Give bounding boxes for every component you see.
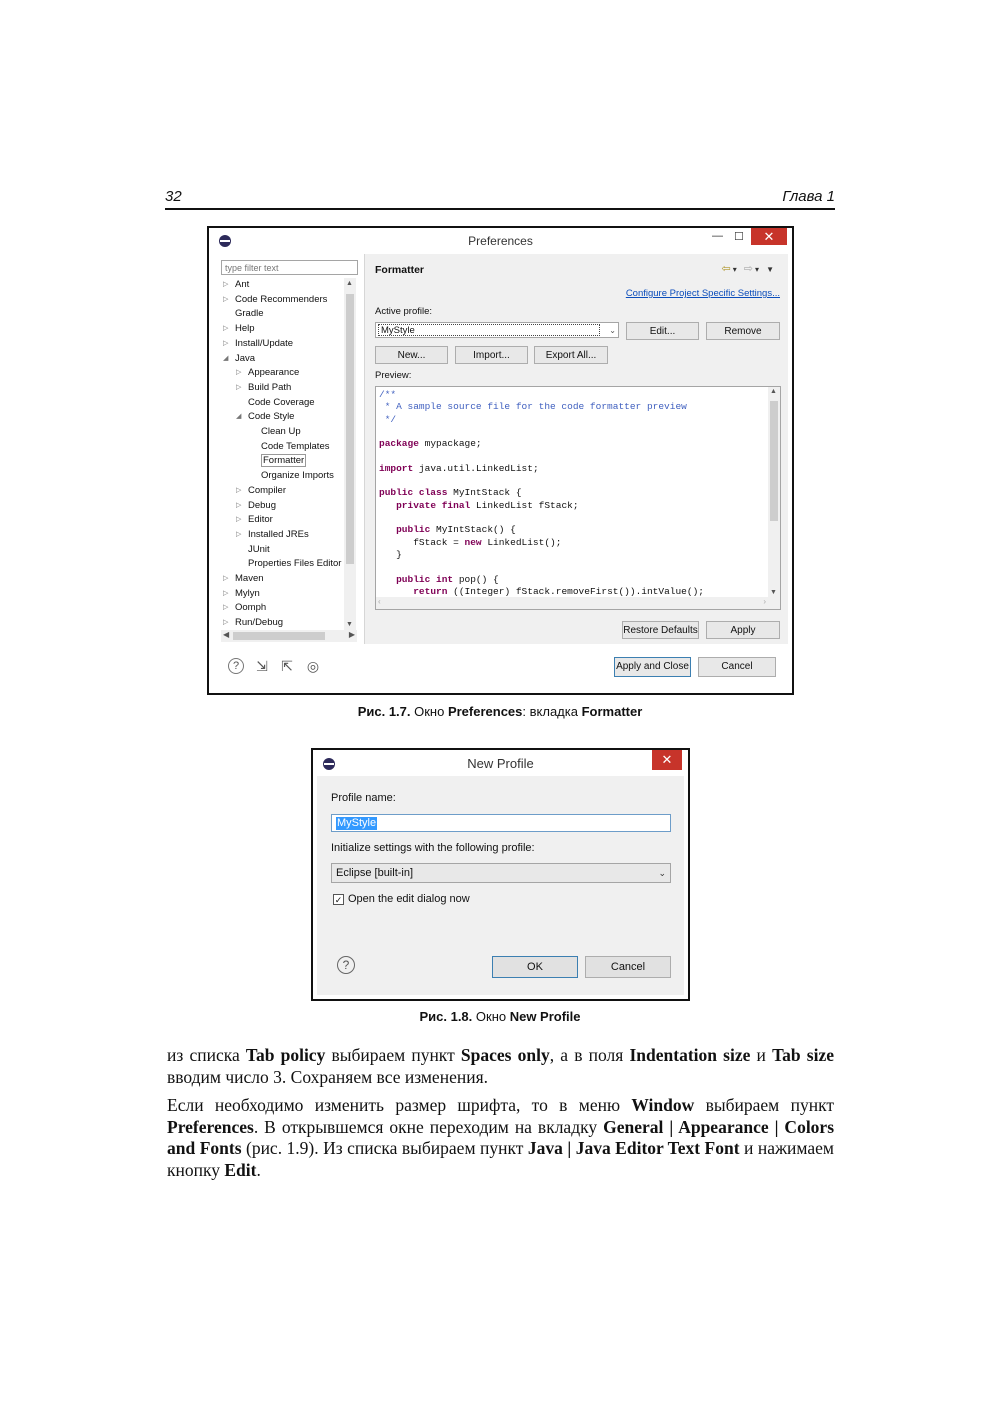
close-icon[interactable]: ✕ xyxy=(751,228,787,245)
cancel-button[interactable]: Cancel xyxy=(585,956,671,978)
preferences-window xyxy=(207,226,794,695)
collapsed-arrow-icon[interactable]: ▷ xyxy=(236,486,242,494)
tree-item[interactable] xyxy=(234,366,299,380)
apply-and-close-button[interactable]: Apply and Close xyxy=(614,657,691,677)
formatter-pane xyxy=(365,254,788,644)
scroll-left-icon[interactable]: ◀ xyxy=(223,630,230,639)
tree-item-label: Installed JREs xyxy=(248,528,309,540)
open-edit-dialog-checkbox[interactable]: ✓ xyxy=(334,895,343,905)
code-line: * A sample source file for the code formatter preview xyxy=(379,401,687,413)
remove-button[interactable]: Remove xyxy=(706,322,780,340)
maximize-icon[interactable]: ☐ xyxy=(734,231,744,243)
tree-item[interactable] xyxy=(234,396,315,410)
init-settings-label: Initialize settings with the following profile: xyxy=(331,842,535,854)
dialog-body xyxy=(317,776,684,995)
text-run: вводим число 3. Сохраняем все изменения. xyxy=(167,1066,488,1087)
tree-item[interactable] xyxy=(234,513,273,527)
tree-item[interactable] xyxy=(234,543,270,557)
minimize-icon[interactable]: — xyxy=(712,230,723,242)
tree-item[interactable] xyxy=(221,572,264,586)
scroll-down-icon[interactable]: ▼ xyxy=(770,589,777,596)
chevron-down-icon: ⌄ xyxy=(658,868,666,878)
tree-item[interactable] xyxy=(234,557,341,571)
tree-item-label: Debug xyxy=(248,499,276,511)
collapsed-arrow-icon[interactable]: ▷ xyxy=(223,604,229,612)
collapsed-arrow-icon[interactable]: ▷ xyxy=(236,501,242,509)
body-paragraph-2 xyxy=(167,1095,834,1181)
active-profile-value: MyStyle xyxy=(378,324,600,336)
tree-item-label: Ant xyxy=(235,279,250,290)
tree-item-label: Editor xyxy=(248,514,273,526)
scroll-thumb[interactable] xyxy=(233,632,325,640)
keyword: package xyxy=(379,438,419,450)
collapsed-arrow-icon[interactable]: ▷ xyxy=(223,281,229,288)
bold-term: Spaces only xyxy=(460,1045,550,1065)
tree-item-label: Code Style xyxy=(248,411,295,423)
tree-item-label: Appearance xyxy=(248,367,300,379)
preview-horizontal-scrollbar[interactable] xyxy=(376,597,780,609)
code-line: /** xyxy=(379,389,397,400)
figure-number: Рис. 1.8. xyxy=(419,1009,473,1024)
tree-item[interactable] xyxy=(234,381,291,395)
tree-item-label: Help xyxy=(235,323,255,335)
export-all-button[interactable]: Export All... xyxy=(534,346,608,364)
tree-item[interactable] xyxy=(247,425,301,439)
new-profile-button[interactable]: New... xyxy=(375,346,448,364)
tree-item[interactable] xyxy=(221,601,266,615)
scroll-right-icon[interactable]: ▶ xyxy=(348,630,355,639)
code-line: */ xyxy=(379,413,397,425)
tree-item-label: Install/Update xyxy=(235,337,294,349)
tree-item[interactable] xyxy=(234,484,286,498)
code-line: package mypackage; xyxy=(379,438,482,450)
keyword: return xyxy=(413,585,448,597)
tree-item-label: Code Recommenders xyxy=(235,293,328,305)
text-run: (рис. 1.9). Из списка выбираем пункт xyxy=(241,1138,528,1158)
tree-item[interactable] xyxy=(221,322,255,336)
caption-bold: New Profile xyxy=(509,1009,581,1024)
tree-item[interactable] xyxy=(221,616,283,630)
page-number: 32 xyxy=(165,188,182,205)
export-preferences-icon[interactable]: ⇱ xyxy=(281,658,293,674)
keyword: new xyxy=(464,536,482,548)
configure-project-link[interactable]: Configure Project Specific Settings... xyxy=(625,288,780,299)
tree-item-label: Compiler xyxy=(248,484,287,496)
ok-button[interactable]: OK xyxy=(492,956,578,978)
tree-item-label: Code Coverage xyxy=(248,396,315,408)
keyword: public xyxy=(396,524,431,536)
restore-defaults-button[interactable]: Restore Defaults xyxy=(622,621,699,639)
collapsed-arrow-icon[interactable]: ▷ xyxy=(223,295,229,303)
scroll-thumb[interactable] xyxy=(346,294,354,564)
pane-title: Formatter xyxy=(375,264,425,276)
bold-term: General | Appearance | Colors and Fonts xyxy=(167,1116,835,1158)
tree-item[interactable] xyxy=(221,587,260,601)
apply-button[interactable]: Apply xyxy=(706,621,780,639)
titlebar xyxy=(209,228,792,254)
scroll-up-icon[interactable]: ▲ xyxy=(346,280,353,287)
collapsed-arrow-icon[interactable]: ▷ xyxy=(236,369,242,377)
tree-item-label: Organize Imports xyxy=(261,470,334,482)
collapsed-arrow-icon[interactable]: ▷ xyxy=(223,575,229,582)
tree-item-label: Code Templates xyxy=(261,440,330,452)
profile-name-value: MyStyle xyxy=(337,817,377,829)
cancel-button[interactable]: Cancel xyxy=(698,657,776,677)
scroll-right-icon[interactable]: › xyxy=(763,597,766,606)
dialog-bottom-bar xyxy=(209,644,792,691)
code-line: import java.util.LinkedList; xyxy=(379,462,539,474)
scroll-left-icon[interactable]: ‹ xyxy=(378,597,381,606)
caption-text: : вкладка xyxy=(522,704,582,719)
edit-button[interactable]: Edit... xyxy=(626,322,699,340)
help-icon[interactable]: ? xyxy=(228,658,244,674)
code-line: private final LinkedList fStack; xyxy=(396,499,579,511)
new-profile-window xyxy=(311,748,690,1001)
tree-item-label: Formatter xyxy=(263,455,305,467)
tree-item[interactable] xyxy=(221,352,255,366)
bold-term: Tab policy xyxy=(245,1045,326,1065)
caption-text: Окно xyxy=(472,1009,510,1024)
text-run: Если необходимо изменить размер шрифта, то в меню xyxy=(167,1095,632,1115)
bold-term: Preferences xyxy=(167,1116,254,1137)
back-menu-icon[interactable]: ▾ xyxy=(732,265,739,274)
text-run: выбираем пункт xyxy=(325,1045,461,1065)
tree-item[interactable] xyxy=(234,410,294,424)
code-line: } xyxy=(379,548,402,560)
figure-caption-1-8 xyxy=(0,1009,1000,1024)
keyword: private final xyxy=(396,499,471,511)
tree-item-label: Oomph xyxy=(235,602,267,614)
text-run: . В открывшемся окне переходим на вкладку xyxy=(253,1116,604,1137)
chapter-title: Глава 1 xyxy=(782,188,835,205)
tree-item[interactable] xyxy=(221,278,249,292)
code-line: fStack = new LinkedList(); xyxy=(379,536,562,548)
code-preview xyxy=(375,386,781,610)
keyword: import xyxy=(379,462,414,474)
import-preferences-icon[interactable]: ⇲ xyxy=(256,658,268,674)
tree-item[interactable] xyxy=(247,469,334,483)
caption-text: Окно xyxy=(410,704,448,719)
help-icon[interactable]: ? xyxy=(337,956,355,974)
close-icon[interactable]: ✕ xyxy=(652,750,682,770)
text-run: . xyxy=(256,1159,261,1180)
tree-item-label: Run/Debug xyxy=(235,617,284,629)
tree-item[interactable] xyxy=(247,440,329,454)
code-line: public class MyIntStack { xyxy=(379,487,522,499)
preview-vertical-scrollbar[interactable] xyxy=(768,387,780,597)
tree-item-label: Mylyn xyxy=(235,587,260,599)
text-run: выбираем пункт xyxy=(694,1095,834,1115)
filter-input[interactable]: type filter text xyxy=(221,260,358,275)
profile-name-input[interactable] xyxy=(331,814,671,832)
page-header xyxy=(165,186,835,210)
code-line: public MyIntStack() { xyxy=(396,524,516,536)
collapsed-arrow-icon[interactable]: ▷ xyxy=(223,325,229,333)
tree-item[interactable] xyxy=(221,337,293,351)
expanded-arrow-icon[interactable]: ◢ xyxy=(236,413,242,421)
tree-item-label: Java xyxy=(235,352,256,364)
collapsed-arrow-icon[interactable]: ▷ xyxy=(223,339,229,347)
keyword: public class xyxy=(379,487,448,499)
caption-bold: Preferences xyxy=(447,704,523,719)
tree-item[interactable] xyxy=(221,307,264,321)
profile-name-label: Profile name: xyxy=(331,792,396,804)
text-run: , а в поля xyxy=(549,1045,630,1065)
tree-item-label: Gradle xyxy=(235,308,264,320)
bold-term: Java | Java Editor Text Font xyxy=(527,1138,740,1158)
tree-item-label: Clean Up xyxy=(261,426,301,437)
caption-bold: Formatter xyxy=(581,704,643,719)
collapsed-arrow-icon[interactable]: ▷ xyxy=(236,516,242,524)
tree-item-label: Properties Files Editor xyxy=(248,558,342,570)
open-edit-dialog-label: Open the edit dialog now xyxy=(348,893,470,905)
scroll-down-icon[interactable]: ▼ xyxy=(346,621,353,628)
tree-item-label: JUnit xyxy=(248,543,270,555)
collapsed-arrow-icon[interactable]: ▷ xyxy=(236,530,242,538)
code-line: public int pop() { xyxy=(396,573,499,585)
window-title: New Profile xyxy=(467,756,534,771)
tree-vertical-scrollbar[interactable] xyxy=(344,278,356,630)
bold-term: Indentation size xyxy=(629,1045,751,1065)
tree-item-label: Build Path xyxy=(248,381,292,393)
code-line: return ((Integer) fStack.removeFirst()).intValue(); xyxy=(413,585,704,597)
text-run: и нажимаем кнопку xyxy=(167,1138,834,1180)
text-run: из списка xyxy=(167,1045,246,1065)
scroll-up-icon[interactable]: ▲ xyxy=(770,388,777,395)
chevron-down-icon: ⌄ xyxy=(609,326,616,335)
bold-term: Edit xyxy=(224,1159,257,1180)
window-title: Preferences xyxy=(468,234,533,248)
titlebar xyxy=(313,750,688,776)
preferences-tree xyxy=(221,278,357,630)
bold-term: Tab size xyxy=(772,1045,834,1065)
text-run: и xyxy=(750,1045,773,1065)
scroll-thumb[interactable] xyxy=(770,401,778,521)
figure-number: Рис. 1.7. xyxy=(357,704,411,719)
collapsed-arrow-icon[interactable]: ▷ xyxy=(236,383,242,391)
navigation-icons xyxy=(721,262,776,275)
forward-icon[interactable]: ⇨ xyxy=(743,263,755,275)
view-menu-icon[interactable]: ▼ xyxy=(766,265,776,274)
active-profile-select[interactable] xyxy=(375,322,619,338)
tree-item[interactable] xyxy=(234,528,309,542)
init-profile-select[interactable] xyxy=(331,863,671,883)
preview-label: Preview: xyxy=(375,370,412,381)
keyword: public int xyxy=(396,573,454,585)
collapsed-arrow-icon[interactable]: ▷ xyxy=(223,619,229,627)
collapsed-arrow-icon[interactable]: ▷ xyxy=(223,589,229,597)
back-icon[interactable]: ⇦ xyxy=(721,263,733,275)
init-profile-value: Eclipse [built-in] xyxy=(336,867,414,879)
tree-item[interactable] xyxy=(247,454,306,468)
figure-caption-1-7 xyxy=(0,704,1000,719)
bold-term: Window xyxy=(631,1095,695,1115)
tree-horizontal-scrollbar[interactable] xyxy=(221,630,357,642)
oomph-record-icon[interactable]: ◎ xyxy=(306,658,320,674)
import-button[interactable]: Import... xyxy=(455,346,528,364)
body-paragraph-1 xyxy=(167,1045,834,1088)
tree-item-label: Maven xyxy=(235,573,264,584)
expanded-arrow-icon[interactable]: ◢ xyxy=(223,354,229,362)
tree-item[interactable] xyxy=(221,293,327,307)
forward-menu-icon[interactable]: ▾ xyxy=(755,265,762,274)
tree-item[interactable] xyxy=(234,499,276,513)
active-profile-label: Active profile: xyxy=(375,306,433,317)
